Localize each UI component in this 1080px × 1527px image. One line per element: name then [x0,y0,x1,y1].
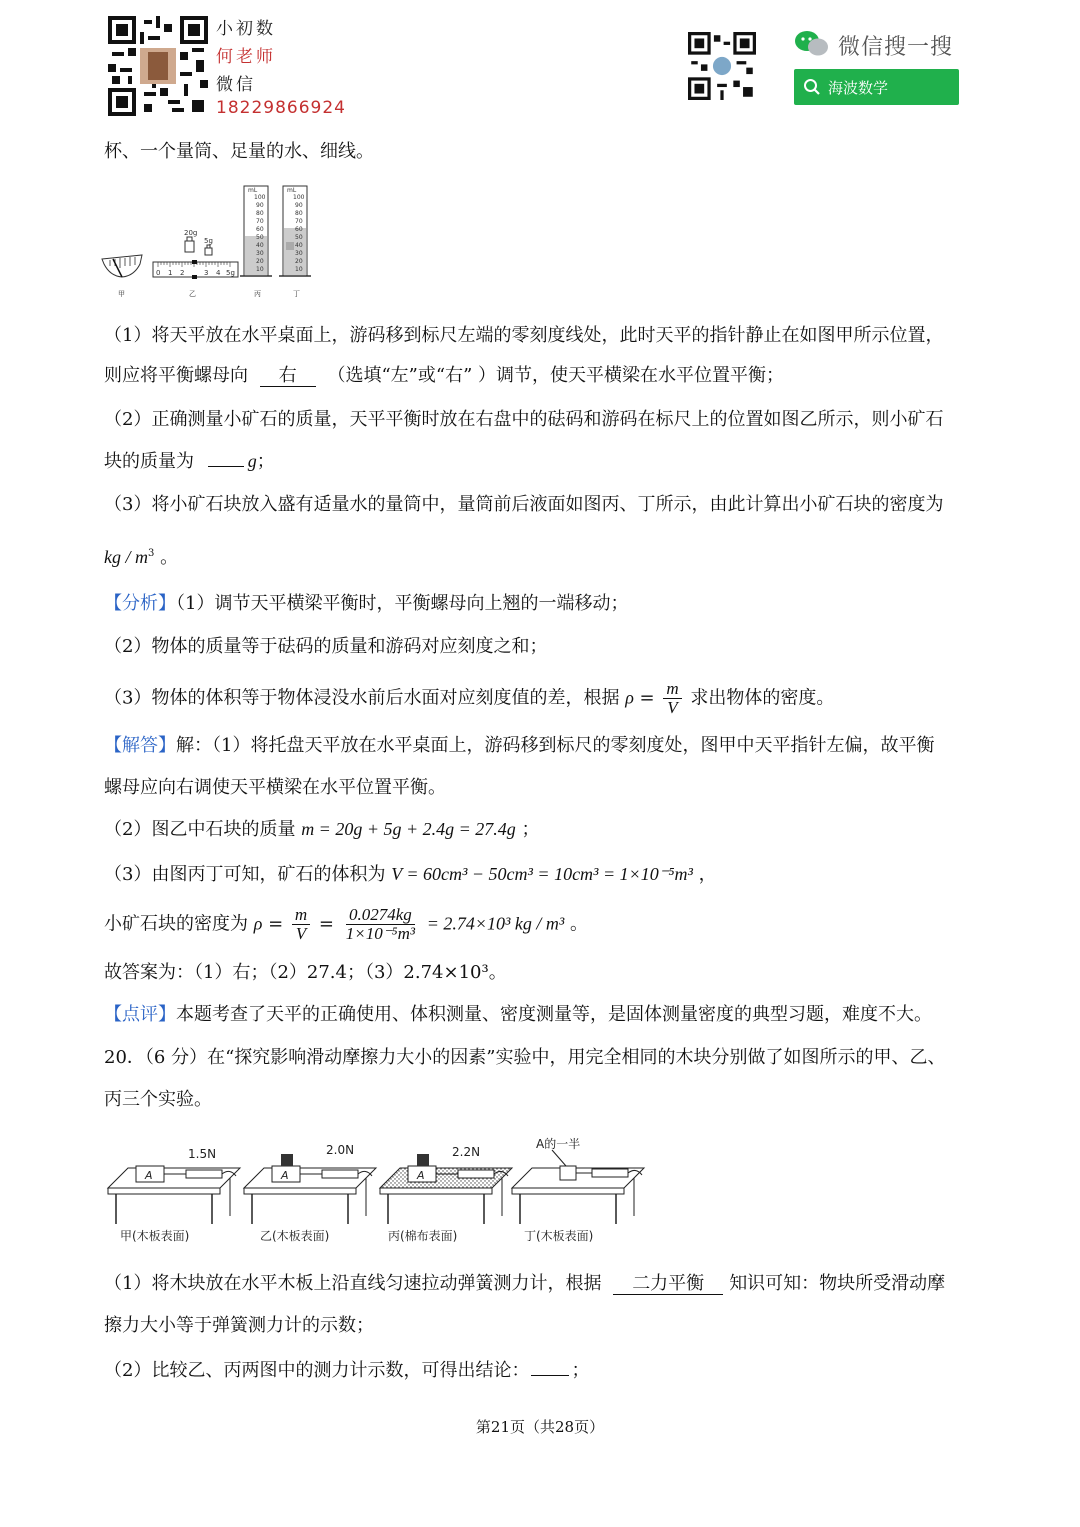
table-bing [380,1154,512,1224]
cyl-tick-40-b: 40 [256,242,264,249]
scale-tick-2: 2 [180,269,185,277]
q19-part3-line1: （3）将小矿石块放入盛有适量水的量筒中，量筒前后液面如图丙、丁所示，由此计算出小矿石块的密度为 [104,494,944,515]
cyl-tick-100-d: 100 [293,194,305,201]
answer-text-1: 解：（1）将托盘天平放在水平桌面上，游码移到标尺的零刻度处，图甲中天平指针左偏，故平衡 [176,735,935,756]
cyl-tick-40-d: 40 [295,242,303,249]
balance-pointer-dial [102,255,142,277]
table-jia [108,1166,240,1224]
fig-label-yi: 乙 [189,290,196,298]
answer-tag: 【解答】 [104,735,176,756]
q19-part1-line1: （1）将天平放在水平桌面上，游码移到标尺左端的零刻度线处，此时天平的指针静止在如图甲所示位置， [104,325,944,346]
mass-equation: m = 20g + 5g + 2.4g = 27.4g [301,819,516,839]
caption-jia: 甲(木板表面) [120,1229,190,1243]
weight-20g [185,237,194,252]
wechat-search-button-label: 海波数学 [828,79,889,97]
q19-part2-line1: （2）正确测量小矿石的质量，天平平衡时放在右盘中的砝码和游码在标尺上的位置如图乙所示，则小矿石 [104,409,944,430]
analysis-line3: （3）物体的体积等于物体浸没水前后水面对应刻度值的差，根据 ρ = $\frac{m}{V}$ 求出物体的密度。 [104,679,835,717]
density-fraction-symbolic: $\frac{m}{V}$ [292,906,310,943]
cyl-tick-60-d: 60 [295,226,303,233]
fig-label-ding: 丁 [293,290,300,298]
wechat-search-button[interactable] [794,69,959,105]
caption-ding: 丁(木板表面) [524,1229,594,1243]
spring-scale-bing [458,1170,494,1178]
contact-line-1: 小初数 [216,19,276,39]
contact-line-2: 何老师 [216,47,276,67]
q19-part3-suffix: 。 [160,547,179,568]
spring-scale-yi [322,1170,358,1178]
cyl-tick-60-b: 60 [256,226,264,233]
q20-part1-answer: 二力平衡 [613,1274,723,1295]
answer-line3 [104,817,540,842]
q20-stem-line2: 丙三个实验。 [104,1089,212,1110]
answer-line5: 小矿石块的密度为 ρ = $\frac{m}{V}$ = $\frac{0.0274kg}{\text{1×10⁻⁵m³}}$ = 2.74×10³ kg / m³ 。 [104,905,588,943]
block-label-bing: A [417,1169,425,1182]
block-label-jia: A [145,1169,153,1182]
scale-tick-1: 1 [168,269,173,277]
contact-line-3: 微信 [216,75,256,95]
answer-text-3: （2）图乙中石块的质量 [104,819,296,840]
q19-part1-line2 [104,364,784,388]
answer-line2: 螺母应向右调使天平横梁在水平位置平衡。 [104,777,446,798]
q19-continuation: 杯、一个量筒、足量的水、细线。 [104,141,374,162]
force-label-jia: 1.5N [188,1147,217,1161]
analysis-text-3-suffix: 求出物体的密度。 [690,687,835,709]
q19-figure [98,180,328,302]
q19-part1-prefix: 则应将平衡螺母向 [104,365,248,386]
q19-part2-unit: g [247,451,257,471]
analysis-line1 [104,592,628,616]
q19-part2-suffix: ； [256,451,275,472]
force-label-yi: 2.0N [326,1143,355,1157]
answer-line4 [104,862,717,887]
q20-part2-suffix: ； [571,1360,590,1381]
table-yi [244,1154,376,1224]
contact-phone: 18229866924 [216,98,346,118]
cyl-unit-bing: mL [248,187,258,194]
q20-part2-blank [531,1375,569,1376]
cyl-tick-70-d: 70 [295,218,303,225]
density-numerator: 0.0274kg [346,906,415,925]
force-label-bing: 2.2N [452,1145,481,1159]
density-denominator: 1×10⁻⁵m³ [345,924,415,943]
q19-part2-prefix: 块的质量为 [104,451,194,472]
density-formula-fraction: $\frac{m}{V}$ [663,680,681,717]
cyl-tick-10-b: 10 [256,266,264,273]
analysis-line2: （2）物体的质量等于砝码的质量和游码对应刻度之和； [104,636,548,657]
q19-part2-line2 [104,449,275,474]
comment-text: 本题考查了天平的正确使用、体积测量、密度测量等，是固体测量密度的典型习题，难度不大。 [176,1004,932,1025]
cyl-tick-30-d: 30 [295,250,303,257]
comment-tag: 【点评】 [104,1004,176,1025]
final-answer: 故答案为：（1）右；（2）27.4；（3）2.74×10³。 [104,962,507,983]
density-fraction-numeric [343,906,418,943]
wechat-search-title: 微信搜一搜 [838,35,954,60]
cylinder-scale-labels [248,187,305,273]
cyl-tick-50-d: 50 [295,234,303,241]
cyl-unit-ding: mL [287,187,297,194]
answer-text-4-suffix: ， [698,864,717,885]
page-number: 第21页（共28页） [475,1418,605,1436]
q20-figure [104,1132,652,1250]
cyl-tick-30-b: 30 [256,250,264,257]
cyl-tick-20-b: 20 [256,258,264,265]
q19-part3-line2: kg / $m^3$ 。 [104,547,179,568]
q19-part1-answer: 右 [260,366,316,387]
analysis-tag: 【分析】 [104,593,176,614]
block-label-yi: A [281,1169,289,1182]
fig-label-bing: 丙 [254,290,261,298]
scale-tick-5g: 5g [226,269,235,277]
search-icon [803,78,821,96]
answer-text-4: （3）由图丙丁可知，矿石的体积为 [104,864,386,885]
density-result: = 2.74×10³ kg / m³ [426,913,565,934]
q20-part1-line1 [104,1272,945,1296]
qr-code-left [108,16,208,116]
cyl-tick-70-b: 70 [256,218,264,225]
qr-code-right [688,32,756,100]
analysis-text-3: （3）物体的体积等于物体浸没水前后水面对应刻度值的差，根据 [104,687,620,709]
caption-yi: 乙(木板表面) [260,1229,330,1243]
analysis-text-1: （1）调节天平横梁平衡时，平衡螺母向上翘的一端移动； [176,593,629,614]
contact-info [216,14,346,118]
cyl-tick-100-b: 100 [254,194,266,201]
fig-label-jia: 甲 [118,290,125,298]
answer-text-3-suffix: ； [521,819,540,840]
weight-label-5g: 5g [204,237,213,245]
q20-part1-line2: 擦力大小等于弹簧测力计的示数； [104,1315,374,1336]
half-label: A的一半 [536,1137,581,1151]
q20-part2-line [104,1359,589,1383]
caption-bing: 丙(棉布表面) [388,1229,458,1243]
cyl-tick-20-d: 20 [295,258,303,265]
q20-part1-prefix: （1）将木块放在水平木板上沿直线匀速拉动弹簧测力计，根据 [104,1273,602,1294]
cyl-tick-90-b: 90 [256,202,264,209]
q19-part1-suffix: （选填“左”或“右” ）调节，使天平横梁在水平位置平衡； [327,365,784,386]
cyl-tick-50-b: 50 [256,234,264,241]
spring-scale-jia [186,1170,222,1178]
q20-stem-line1: 20．（6 分）在“探究影响滑动摩擦力大小的因素”实验中，用完全相同的木块分别做了如图所示的甲、乙、 [104,1047,946,1068]
cyl-tick-80-b: 80 [256,210,264,217]
spring-scale-ding [592,1169,628,1177]
half-block [560,1166,576,1180]
cyl-tick-90-d: 90 [295,202,303,209]
weight-5g [205,245,212,255]
weight-bing [417,1154,429,1166]
cyl-tick-10-d: 10 [295,266,303,273]
q20-part1-suffix: 知识可知：物块所受滑动摩 [729,1273,946,1294]
density-unit: kg / m [104,547,148,567]
weight-yi [281,1154,293,1166]
scale-tick-3: 3 [204,269,209,277]
cyl-tick-80-d: 80 [295,210,303,217]
scale-tick-0: 0 [156,269,161,277]
table-ding [512,1150,644,1224]
answer-text-5-suffix: 。 [570,913,588,935]
q19-part2-blank [208,466,244,467]
wechat-icon [794,30,830,58]
volume-equation: V = 60cm³ − 50cm³ = 10cm³ = 1×10⁻⁵m³ [391,864,693,884]
q20-part2-prefix: （2）比较乙、丙两图中的测力计示数，可得出结论： [104,1360,530,1381]
answer-text-5: 小矿石块的密度为 [104,913,248,935]
comment-line [104,1003,932,1027]
answer-line1 [104,734,934,758]
scale-tick-4: 4 [216,269,221,277]
weight-label-20g: 20g [184,229,198,237]
